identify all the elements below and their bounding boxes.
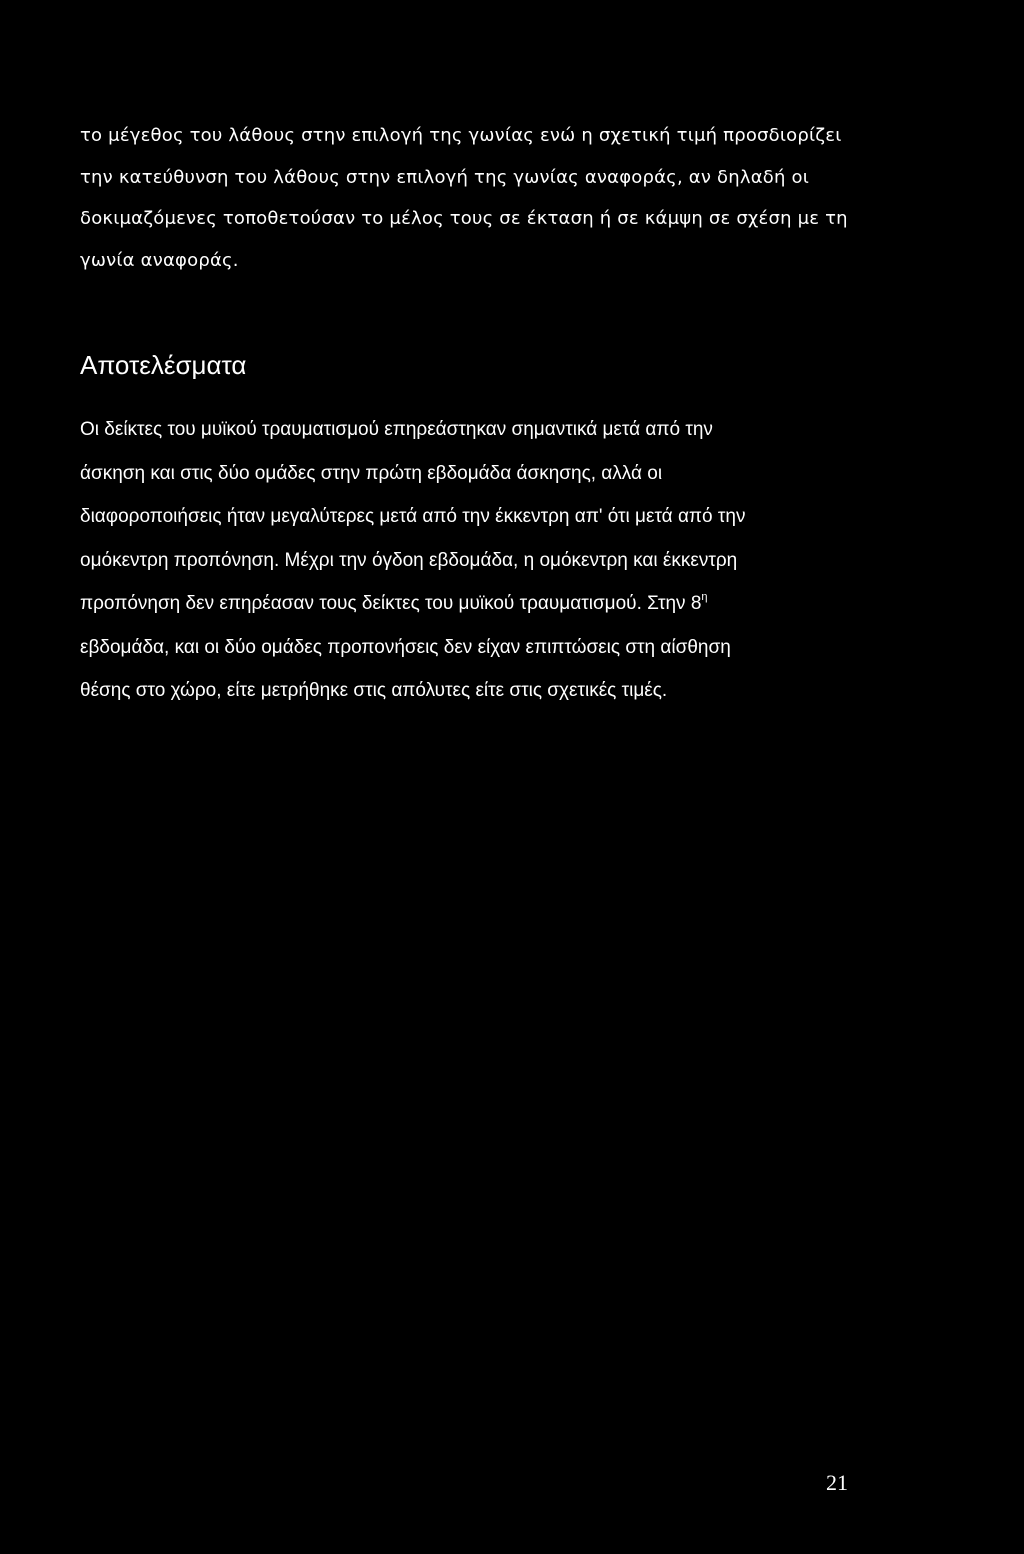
results-line-1: Οι δείκτες του μυϊκού τραυματισμού επηρεάστηκαν σημαντικά μετά από την [80,419,713,440]
results-paragraph [80,408,880,713]
ordinal-superscript: η [701,591,708,603]
results-line-3: διαφοροποιήσεις ήταν μεγαλύτερες μετά από την έκκεντρη απ' ότι μετά από την [80,506,746,527]
results-line-5-text: προπόνηση δεν επηρέασαν τους δείκτες του μυϊκού τραυματισμού. Στην 8 [80,593,702,614]
intro-line-2: την κατεύθυνση του λάθους στην επιλογή της γωνίας αναφοράς, αν δηλαδή οι [80,166,810,188]
intro-paragraph [80,115,880,281]
results-line-5 [80,582,880,626]
results-heading: Αποτελέσματα [80,350,247,380]
intro-line-1: το μέγεθος του λάθους στην επιλογή της γωνίας ενώ η σχετική τιμή προσδιορίζει [80,125,842,146]
results-line-4: ομόκεντρη προπόνηση. Μέχρι την όγδοη εβδομάδα, η ομόκεντρη και έκκεντρη [80,549,738,571]
results-line-2: άσκηση και στις δύο ομάδες στην πρώτη εβδομάδα άσκησης, αλλά οι [80,462,663,484]
intro-line-3: δοκιμαζόμενες τοποθετούσαν το μέλος τους σε έκταση ή σε κάμψη σε σχέση με τη [80,208,848,229]
results-line-7: θέσης στο χώρο, είτε μετρήθηκε στις απόλυτες είτε στις σχετικές τιμές. [80,680,668,701]
intro-line-4: γωνία αναφοράς. [80,249,239,271]
page-number: 21 [826,1470,848,1495]
results-line-6: εβδομάδα, και οι δύο ομάδες προπονήσεις δεν είχαν επιπτώσεις στη αίσθηση [80,636,731,658]
